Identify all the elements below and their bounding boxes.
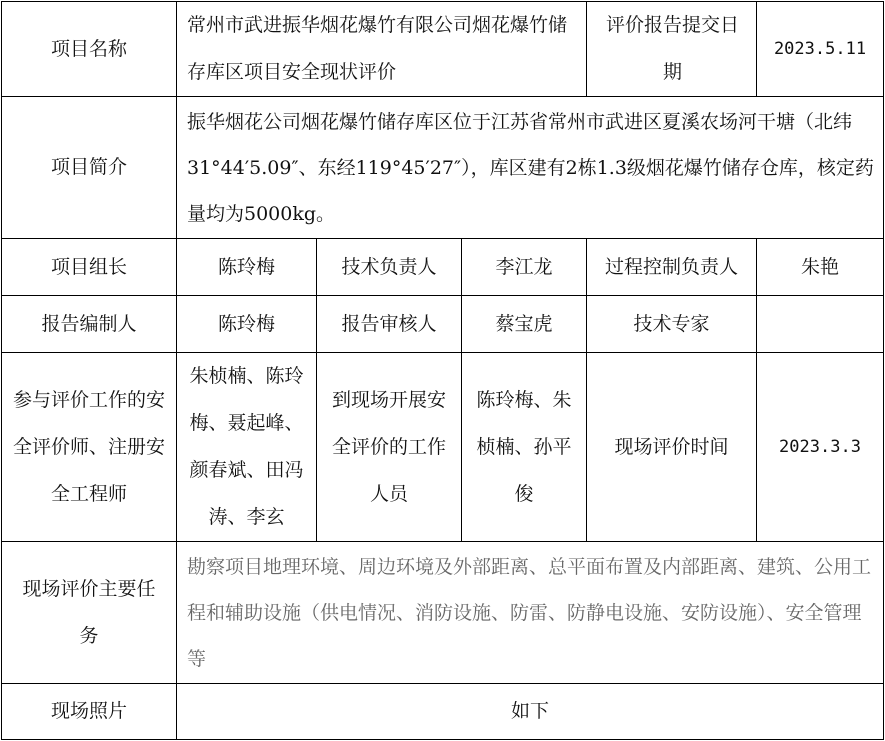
reviewer-value: 蔡宝虎: [462, 296, 587, 353]
expert-label: 技术专家: [587, 296, 757, 353]
row-tasks: [2, 542, 884, 684]
onsite-staff-value: 陈玲梅、朱桢楠、孙平俊: [462, 353, 587, 542]
process-lead-value: 朱艳: [757, 239, 884, 296]
reviewer-label: 报告审核人: [317, 296, 462, 353]
onsite-time-label: 现场评价时间: [587, 353, 757, 542]
photos-value: 如下: [177, 684, 884, 740]
row-participants: [2, 353, 884, 542]
summary-label: 项目简介: [2, 97, 177, 239]
submit-date-value: 2023.5.11: [757, 2, 884, 97]
project-name-label: 项目名称: [2, 2, 177, 97]
leader-label: 项目组长: [2, 239, 177, 296]
row-compiler: [2, 296, 884, 353]
tasks-label: 现场评价主要任务: [2, 542, 177, 684]
participants-value: 朱桢楠、陈玲梅、聂起峰、颜春斌、田冯涛、李玄: [177, 353, 317, 542]
project-info-table: [1, 1, 884, 740]
participants-label: 参与评价工作的安全评价师、注册安全工程师: [2, 353, 177, 542]
leader-value: 陈玲梅: [177, 239, 317, 296]
summary-value: 振华烟花公司烟花爆竹储存库区位于江苏省常州市武进区夏溪农场河干塘（北纬31°44′5.09″、东经119°45′27″），库区建有2栋1.3级烟花爆竹储存仓库，核定药量均为5000kg。: [177, 97, 884, 239]
onsite-time-value: 2023.3.3: [757, 353, 884, 542]
submit-date-label: 评价报告提交日期: [587, 2, 757, 97]
process-lead-label: 过程控制负责人: [587, 239, 757, 296]
tech-lead-value: 李江龙: [462, 239, 587, 296]
project-name-value: 常州市武进振华烟花爆竹有限公司烟花爆竹储存库区项目安全现状评价: [177, 2, 587, 97]
row-leader: [2, 239, 884, 296]
row-summary: [2, 97, 884, 239]
row-photos: [2, 684, 884, 740]
row-project-name: [2, 2, 884, 97]
compiler-value: 陈玲梅: [177, 296, 317, 353]
tech-lead-label: 技术负责人: [317, 239, 462, 296]
onsite-staff-label: 到现场开展安全评价的工作人员: [317, 353, 462, 542]
expert-value: [757, 296, 884, 353]
compiler-label: 报告编制人: [2, 296, 177, 353]
photos-label: 现场照片: [2, 684, 177, 740]
tasks-value: 勘察项目地理环境、周边环境及外部距离、总平面布置及内部距离、建筑、公用工程和辅助设施（供电情况、消防设施、防雷、防静电设施、安防设施）、安全管理等: [177, 542, 884, 684]
